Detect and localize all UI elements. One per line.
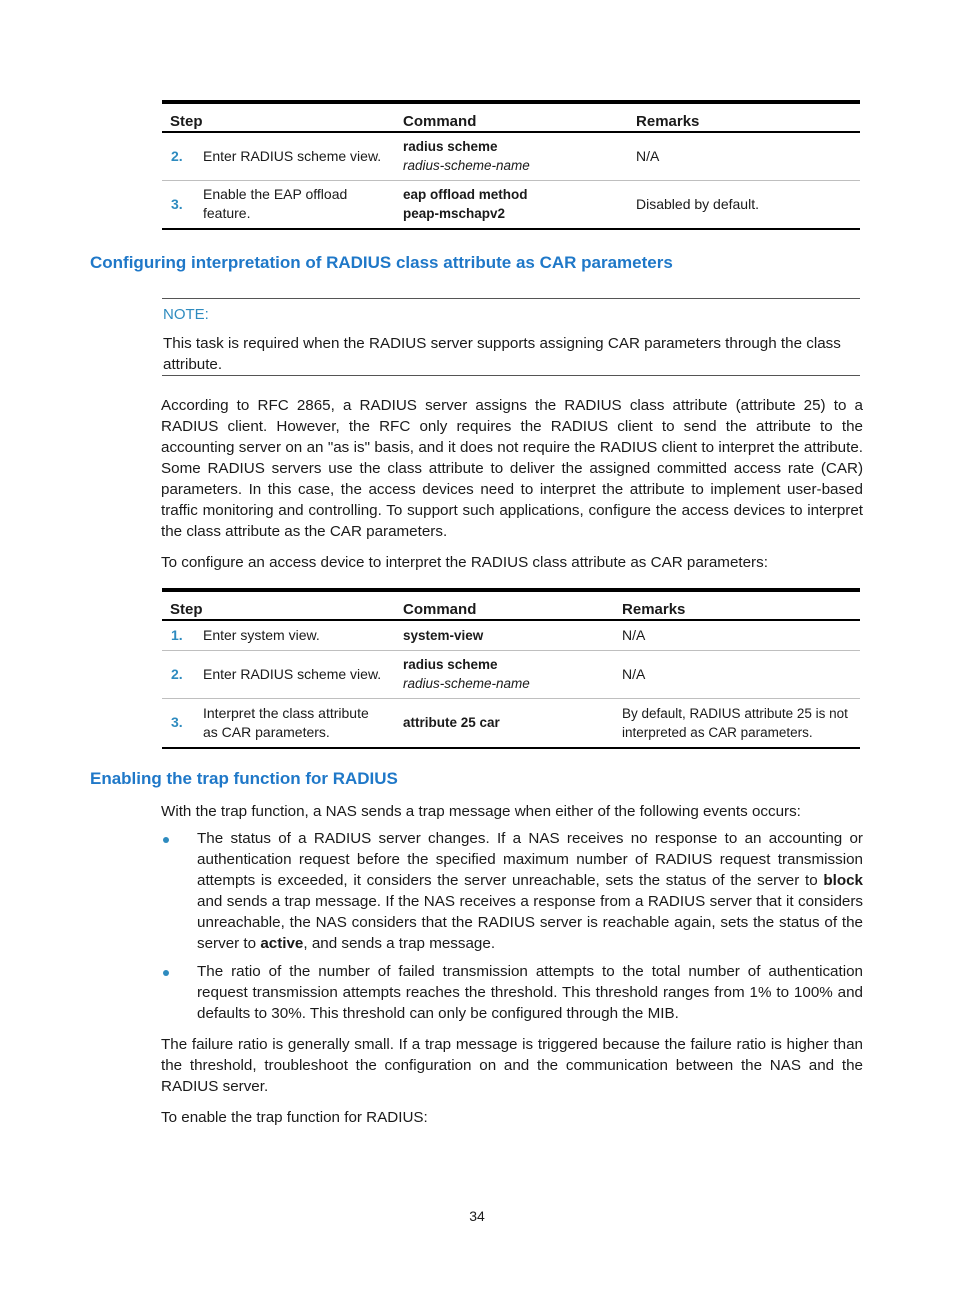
command-argument: radius-scheme-name (403, 158, 530, 174)
paragraph-intro-table: To configure an access device to interpret the RADIUS class attribute as CAR parameters: (161, 554, 768, 571)
header-remarks: Remarks (614, 590, 860, 620)
step-number: 3. (162, 180, 195, 229)
keyword-active: active (260, 935, 304, 952)
bullet-dot (163, 837, 169, 843)
bullet-text: , and sends a trap message. (303, 935, 496, 952)
note-label: NOTE: (163, 306, 209, 323)
bullet-status-change (197, 828, 863, 954)
step-description: Enter system view. (195, 620, 395, 650)
steps-table-car-parameters (162, 588, 860, 749)
command-cell (395, 620, 614, 650)
step-number: 1. (162, 620, 195, 650)
header-command: Command (395, 102, 628, 132)
command-keyword: radius scheme (403, 139, 498, 155)
bullet-failure-ratio: The ratio of the number of failed transmission attempts to the total number of authentication request transmission attempts reaches the threshold. This threshold ranges from 1% to 100% and defaults to 30%. This threshold can only be configured through the MIB. (197, 963, 863, 1022)
table-header-row (162, 590, 860, 620)
remarks-cell: N/A (628, 132, 860, 180)
command-cell (395, 698, 614, 748)
paragraph-enable-trap: To enable the trap function for RADIUS: (161, 1109, 428, 1126)
step-description: Enter RADIUS scheme view. (195, 132, 395, 180)
table-header-row (162, 102, 860, 132)
paragraph-rfc2865: According to RFC 2865, a RADIUS server assigns the RADIUS class attribute (attribute 25) to a RADIUS client. However, the RFC only requires the RADIUS client to send the attribute to the accounting server on an "as is" basis, and it does not require the RADIUS client to interpret the attribute. Some RADIUS servers use the class attribute to deliver the assigned committed access rate (CAR) parameters. In this case, the access devices need to interpret the attribute to implement user-based traffic monitoring and controlling. To support such applications, configure the access devices to interpret the class attribute as the CAR parameters. (161, 397, 863, 540)
step-description: Enter RADIUS scheme view. (195, 650, 395, 698)
note-bottom-rule (162, 375, 860, 376)
table-row (162, 180, 860, 229)
command-cell (395, 132, 628, 180)
header-step: Step (162, 102, 395, 132)
step-description: Enable the EAP offload feature. (195, 180, 395, 229)
step-number: 2. (162, 650, 195, 698)
bullet-dot (163, 970, 169, 976)
step-number: 2. (162, 132, 195, 180)
note-text: This task is required when the RADIUS server supports assigning CAR parameters through the class attribute. (163, 335, 841, 373)
remarks-cell: N/A (614, 620, 860, 650)
remarks-cell: Disabled by default. (628, 180, 860, 229)
paragraph-failure-ratio: The failure ratio is generally small. If a trap message is triggered because the failure ratio is higher than the threshold, troubleshoot the configuration on and the communication between the NAS and the RADIUS server. (161, 1036, 863, 1095)
header-remarks: Remarks (628, 102, 860, 132)
section-heading: Enabling the trap function for RADIUS (90, 769, 398, 788)
paragraph-trap-intro: With the trap function, a NAS sends a trap message when either of the following events occurs: (161, 803, 801, 820)
command-keyword: eap offload method (403, 187, 528, 203)
table-row (162, 698, 860, 748)
remarks-cell: By default, RADIUS attribute 25 is not interpreted as CAR parameters. (614, 698, 860, 748)
remarks-cell: N/A (614, 650, 860, 698)
header-command: Command (395, 590, 614, 620)
page-number: 34 (469, 1208, 485, 1224)
command-keyword: system-view (403, 627, 484, 643)
table-row (162, 132, 860, 180)
command-cell (395, 180, 628, 229)
command-argument: radius-scheme-name (403, 676, 530, 691)
keyword-block: block (823, 872, 863, 889)
step-description: Interpret the class attribute as CAR parameters. (195, 698, 395, 748)
command-keyword: attribute 25 car (403, 715, 500, 731)
table-row (162, 620, 860, 650)
command-keyword: peap-mschapv2 (403, 206, 506, 222)
bullet-text: and sends a trap message. If the NAS receives a response from a RADIUS server that it considers unreachable, the NAS considers that the RADIUS server is reachable again, sets the status of the server to (197, 893, 863, 952)
table-row (162, 650, 860, 698)
bullet-text: The status of a RADIUS server changes. If a NAS receives no response to an accounting or authentication request before the specified maximum number of RADIUS request transmission attempts is exceeded, it considers the server unreachable, sets the status of the server to (197, 830, 863, 889)
steps-table-eap-offload (162, 100, 860, 230)
step-number: 3. (162, 698, 195, 748)
section-heading: Configuring interpretation of RADIUS class attribute as CAR parameters (90, 253, 673, 272)
note-top-rule (162, 298, 860, 299)
header-step: Step (162, 590, 395, 620)
command-keyword: radius scheme (403, 657, 498, 672)
command-cell (395, 650, 614, 698)
